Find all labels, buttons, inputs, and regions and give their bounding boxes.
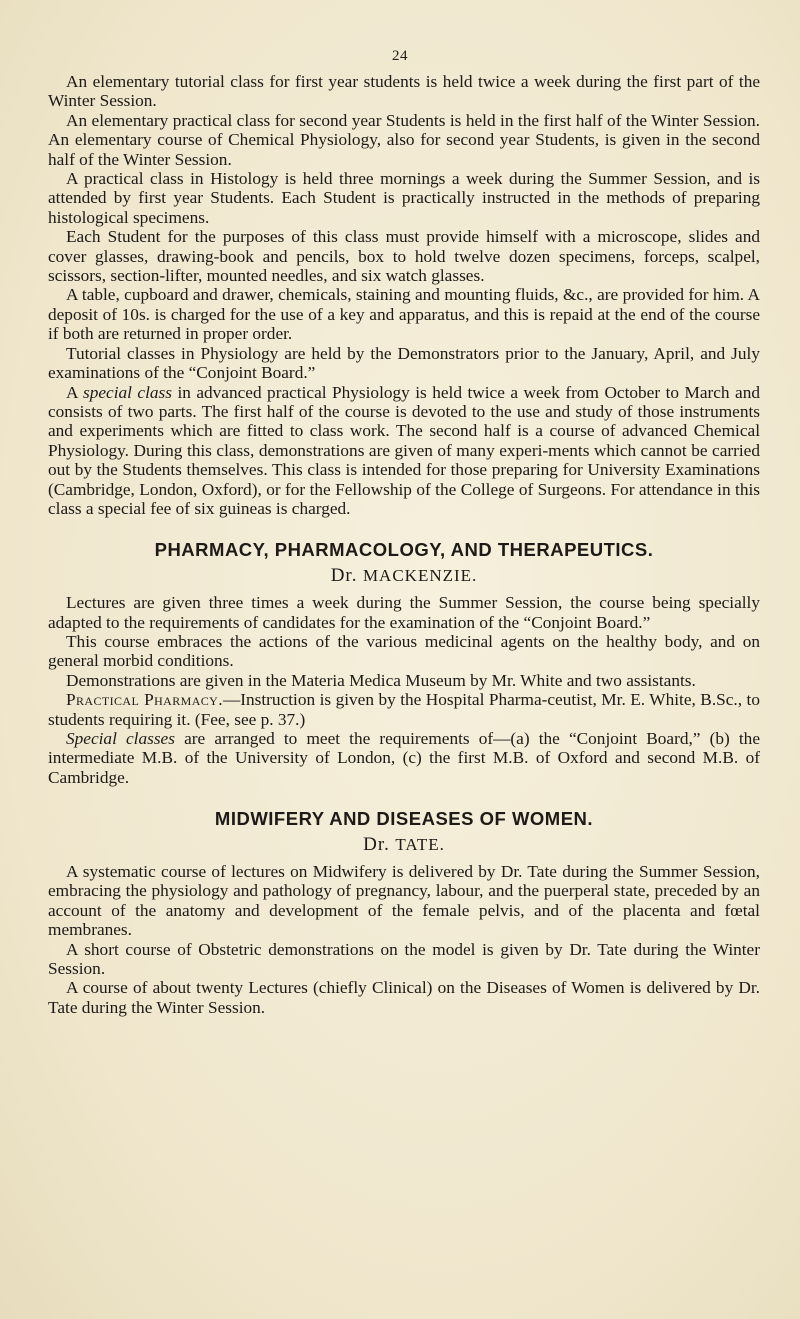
special-class-lead: A [66, 382, 78, 402]
lecturer-prefix: Dr. [363, 833, 390, 855]
special-classes-text: are arranged to meet the requirements of—(a) the “Conjoint Board,” (b) the intermediate M.B. of the University of London, (c) the first M.B. of Oxford and second M.B. of Cambridge. [48, 729, 760, 787]
paragraph: A systematic course of lectures on Midwifery is delivered by Dr. Tate during the Summer Session, embracing the physiology and pathology of pregnancy, labour, and the puerperal state, preceded by an account of the anatomy and development of the female pelvis, and of the placenta and fœtal membranes. [48, 862, 760, 940]
paragraph: A table, cupboard and drawer, chemicals, staining and mounting fluids, &c., are provided for him. A deposit of 10s. is charged for the use of a key and apparatus, and this is repaid at the end of the course if both are returned in proper order. [48, 285, 760, 344]
special-class-italic: special class [83, 382, 172, 402]
midwifery-section [48, 809, 760, 1017]
lecturer-surname: TATE. [395, 834, 445, 854]
paragraph: Lectures are given three times a week during the Summer Session, the course being specially adapted to the requirements of candidates for the examination of the “Conjoint Board.” [48, 593, 760, 632]
physiology-section [48, 72, 760, 518]
special-class-paragraph [48, 383, 760, 519]
special-classes-label: Special classes [66, 729, 175, 748]
paragraph: A practical class in Histology is held three mornings a week during the Summer Session, and is attended by first year Students. Each Student is practically instructed in the methods of preparing histological specimens. [48, 169, 760, 227]
special-classes-paragraph [48, 729, 760, 787]
paragraph: This course embraces the actions of the various medicinal agents on the healthy body, and on general morbid conditions. [48, 631, 760, 671]
section-heading: MIDWIFERY AND DISEASES OF WOMEN. [214, 808, 594, 830]
special-class-text: in advanced practical Physiology is held twice a week from October to March and consists of two parts. The first half of the course is devoted to the use and study of those instruments and experiments which are fitted to class work. The second half is a course of advanced Chemical Physiology. During this class, demonstrations are given of many experi-ments which cannot be carried out by the Students themselves. This class is intended for those preparing for University Examinations (Cambridge, London, Oxford), or for the Fellowship of the College of Surgeons. For attendance in this class a special fee of six guineas is charged. [48, 382, 760, 518]
practical-pharmacy-text: —Instruction is given by the Hospital Pharma-ceutist, Mr. E. White, B.Sc., to students requiring it. (Fee, see p. 37.) [48, 690, 760, 729]
page-number: 24 [392, 48, 408, 64]
lecturer-surname: MACKENZIE. [362, 565, 478, 585]
paragraph: Tutorial classes in Physiology are held by the Demonstrators prior to the January, April, and July examinations of the “Conjoint Board.” [48, 343, 760, 383]
lecturer-name [48, 835, 760, 854]
pharmacy-section [48, 540, 760, 787]
section-heading: PHARMACY, PHARMACOLOGY, AND THERAPEUTICS. [154, 539, 654, 561]
practical-pharmacy-label: Practical Pharmacy. [66, 690, 223, 710]
practical-pharmacy-paragraph [48, 690, 760, 729]
lecturer-name [48, 566, 760, 585]
paragraph: An elementary practical class for second year Students is held in the first half of the Winter Session. An elementary course of Chemical Physiology, also for second year Students, is given in the second half of the Winter Session. [48, 110, 760, 169]
lecturer-prefix: Dr. [330, 564, 358, 586]
paragraph: A short course of Obstetric demonstrations on the model is given by Dr. Tate during the Winter Session. [48, 939, 760, 979]
paragraph: Demonstrations are given in the Materia Medica Museum by Mr. White and two assistants. [66, 670, 696, 690]
paragraph: An elementary tutorial class for first year students is held twice a week during the first part of the Winter Session. [48, 72, 760, 111]
paragraph: Each Student for the purposes of this class must provide himself with a microscope, slides and cover glasses, drawing-book and pencils, box to hold twelve dozen specimens, forceps, scalpel, scissors, section-lifter, mounted needles, and six watch glasses. [48, 227, 760, 286]
paragraph: A course of about twenty Lectures (chiefly Clinical) on the Diseases of Women is delivered by Dr. Tate during the Winter Session. [48, 978, 760, 1017]
text-column [48, 72, 760, 1017]
